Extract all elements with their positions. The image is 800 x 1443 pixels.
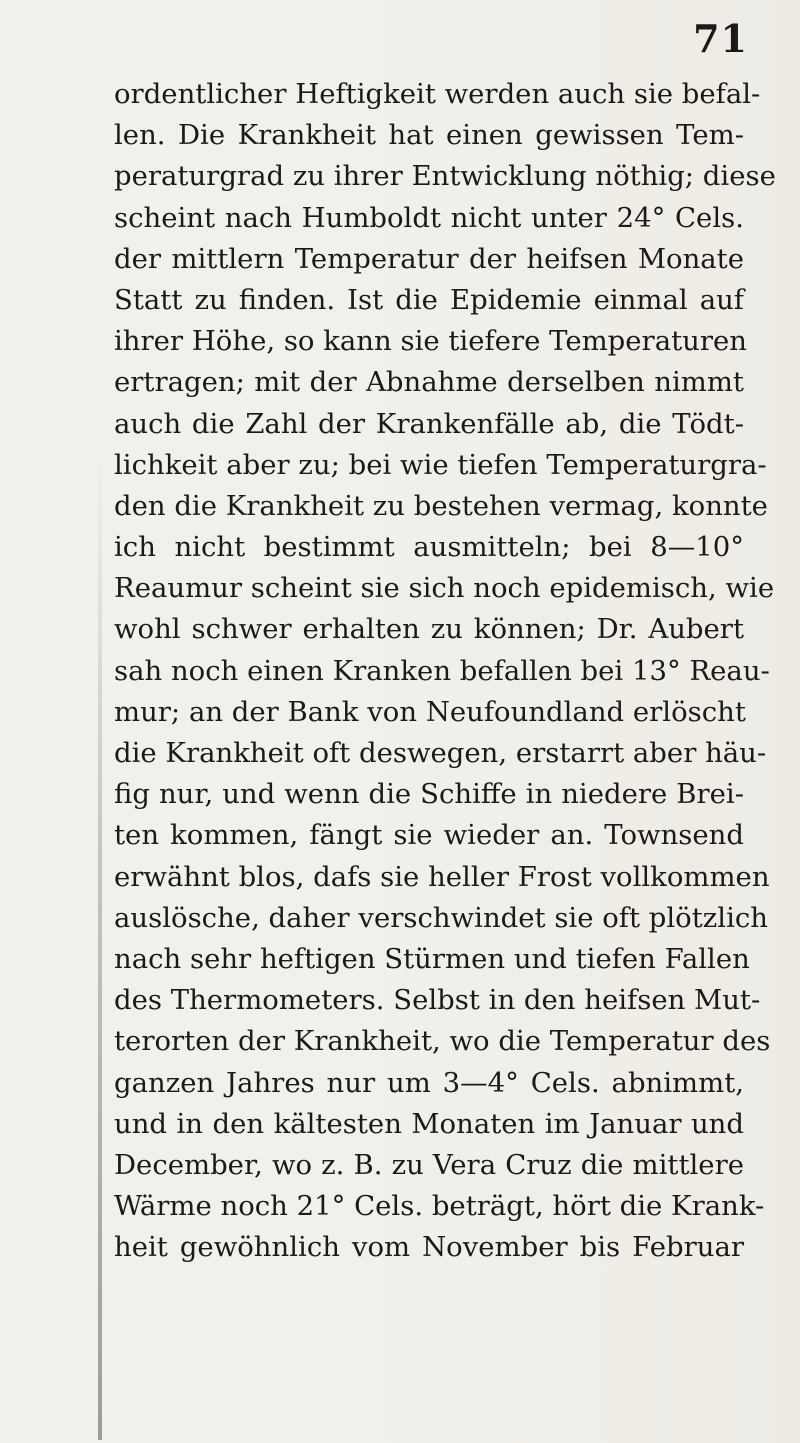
text-line: und in den kältesten Monaten im Januar und [114, 1107, 744, 1140]
text-line: die Krankheit oft deswegen, erstarrt aber häu- [114, 737, 767, 769]
text-line: peraturgrad zu ihrer Entwicklung nöthig; diese [114, 160, 776, 193]
text-line: ganzen Jahres nur um 3—4° Cels. abnimmt, [114, 1066, 744, 1099]
text-line: ertragen; mit der Abnahme derselben nimmt [114, 366, 744, 399]
text-line: auslösche, daher verschwindet sie oft plötzlich [114, 901, 768, 934]
page-number: 71 [693, 16, 748, 61]
text-line: den die Krankheit zu bestehen vermag, konnte [114, 489, 768, 522]
text-line: Statt zu finden. Ist die Epidemie einmal auf [114, 283, 744, 316]
text-line: der mittlern Temperatur der heifsen Monate [114, 242, 744, 275]
text-line: scheint nach Humboldt nicht unter 24° Cels. [114, 201, 744, 234]
text-line: sah noch einen Kranken befallen bei 13° Reau- [114, 654, 770, 687]
page-gutter-shadow [98, 450, 102, 1440]
text-line: mur; an der Bank von Neufoundland erlöscht [114, 695, 746, 728]
text-line: ich nicht bestimmt ausmitteln; bei 8—10° [114, 531, 744, 564]
text-line: ihrer Höhe, so kann sie tiefere Temperaturen [114, 325, 747, 358]
text-line: ten kommen, fängt sie wieder an. Townsend [114, 819, 744, 852]
text-line: December, wo z. B. zu Vera Cruz die mittlere [114, 1148, 744, 1181]
body-text [114, 74, 776, 1268]
text-line: heit gewöhnlich vom November bis Februar [114, 1231, 744, 1264]
text-line: ordentlicher Heftigkeit werden auch sie befal- [114, 78, 761, 110]
text-line: erwähnt blos, dafs sie heller Frost vollkommen [114, 860, 770, 893]
text-line: terorten der Krankheit, wo die Temperatur des [114, 1025, 771, 1058]
text-line: Reaumur scheint sie sich noch epidemisch, wie [114, 572, 775, 605]
text-line: wohl schwer erhalten zu können; Dr. Aubert [114, 613, 744, 646]
text-line: Wärme noch 21° Cels. beträgt, hört die Krank- [114, 1190, 765, 1223]
text-line: nach sehr heftigen Stürmen und tiefen Fallen [114, 942, 750, 975]
text-line: len. Die Krankheit hat einen gewissen Tem- [114, 119, 744, 152]
text-line: auch die Zahl der Krankenfälle ab, die Tödt- [114, 407, 744, 440]
text-line: des Thermometers. Selbst in den heifsen Mut- [114, 984, 761, 1017]
text-line: fig nur, und wenn die Schiffe in niedere Brei- [114, 778, 744, 811]
text-line: lichkeit aber zu; bei wie tiefen Temperaturgra- [114, 448, 767, 481]
